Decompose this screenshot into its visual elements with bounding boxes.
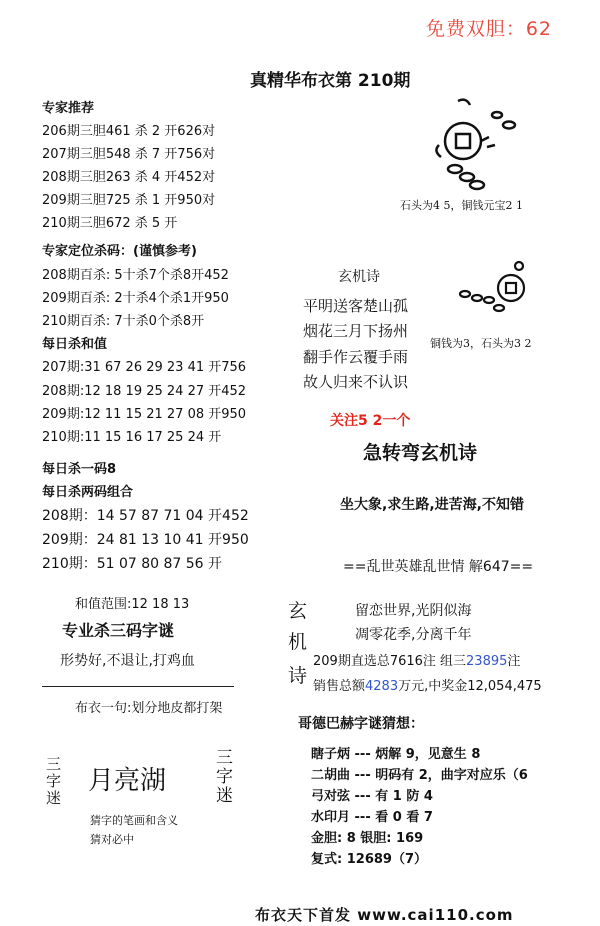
gede-row: 瞎子炳 --- 炳解 9，见意生 8 <box>311 747 481 762</box>
poem-line: 烟花三月下扬州 <box>303 322 409 340</box>
sales-stat-1: 209期直选总7616注 组三23895注 <box>313 654 521 669</box>
coins-drawing <box>455 258 535 318</box>
riddle-title: 专业杀三码字谜 <box>62 621 175 640</box>
sum-range: 和值范围:12 18 13 <box>75 597 190 612</box>
buyi-line: 布衣一句:划分地皮都打架 <box>75 701 223 716</box>
sumkill-row: 210期:11 15 16 17 25 24 开 <box>42 430 222 445</box>
xuanji-line: 留恋世界,光阴似海 <box>355 603 472 619</box>
riddle-text: 形势好,不退让,打鸡血 <box>60 653 195 669</box>
urgent-title: 急转弯玄机诗 <box>363 442 478 464</box>
sanzimi-right: 三字迷 <box>212 748 232 805</box>
gede-row: 金胆: 8 银胆: 169 <box>311 831 424 846</box>
poem-line: 翻手作云覆手雨 <box>303 348 409 366</box>
sumkill-row: 209期:12 11 15 21 27 08 开950 <box>42 407 247 422</box>
xuanji-char-1: 玄 <box>288 600 308 622</box>
expert-row: 210期三胆672 杀 5 开 <box>42 216 178 231</box>
sanzimi-left: 三字迷 <box>44 756 62 807</box>
twocode-heading: 每日杀两码组合 <box>42 485 134 500</box>
sumkill-row: 208期:12 18 19 25 24 27 开452 <box>42 384 247 399</box>
twocode-row: 208期：14 57 87 71 04 开452 <box>42 508 249 524</box>
luanshi-line: ==乱世英雄乱世情 解647== <box>343 559 534 575</box>
expert-row: 208期三胆263 杀 4 开452对 <box>42 170 216 185</box>
focus-note: 关注5 2一个 <box>330 413 411 429</box>
expert-row: 209期三胆725 杀 1 开950对 <box>42 193 216 208</box>
sales-stat-2: 销售总额4283万元,中奖金12,054,475 <box>313 679 542 694</box>
xuanji-char-3: 诗 <box>288 665 308 687</box>
expert-heading: 专家推荐 <box>42 101 95 116</box>
gede-row: 复式: 12689（7） <box>311 852 427 867</box>
stones-coins-drawing <box>425 95 535 195</box>
xuanji-line: 凋零花季,分离千年 <box>355 627 472 643</box>
guess-hint-2: 猜对必中 <box>90 833 134 846</box>
poem-line: 故人归来不认识 <box>303 373 409 391</box>
position-row: 209期百杀: 2十杀4个杀1开950 <box>42 291 229 306</box>
footer-site: 布衣天下首发 www.cai110.com <box>255 906 514 924</box>
xuanji-char-2: 机 <box>288 631 308 653</box>
sumkill-row: 207期:31 67 26 29 23 41 开756 <box>42 360 247 375</box>
gede-row: 二胡曲 --- 明码有 2，曲字对应乐（6 <box>311 768 528 783</box>
sumkill-heading: 每日杀和值 <box>42 337 108 352</box>
twocode-row: 210期：51 07 80 87 56 开 <box>42 556 223 572</box>
poem-title: 玄机诗 <box>338 269 380 285</box>
expert-row: 207期三胆548 杀 7 开756对 <box>42 147 216 162</box>
gede-row: 弓对弦 --- 有 1 防 4 <box>311 789 433 804</box>
divider <box>42 686 234 687</box>
stones-caption: 石头为4 5，铜钱元宝2 1 <box>400 199 523 212</box>
gede-row: 水印月 --- 看 0 看 7 <box>311 810 433 825</box>
free-double-dan: 免费双胆：62 <box>425 18 552 40</box>
coins-caption: 铜钱为3，石头为3 2 <box>430 337 532 350</box>
gede-title: 哥德巴赫字谜猜想： <box>298 716 424 732</box>
position-heading: 专家定位杀码：(谨慎参考) <box>42 244 197 259</box>
page-title: 真精华布衣第 210期 <box>250 71 411 91</box>
expert-row: 206期三胆461 杀 2 开626对 <box>42 124 216 139</box>
poem-line: 平明送客楚山孤 <box>303 297 409 315</box>
position-row: 210期百杀: 7十杀0个杀8开 <box>42 314 205 329</box>
position-row: 208期百杀: 5十杀7个杀8开452 <box>42 268 229 283</box>
guess-hint: 猜字的笔画和含义 <box>90 814 178 827</box>
moon-lake: 月亮湖 <box>88 766 167 796</box>
onecode-heading: 每日杀一码8 <box>42 462 117 477</box>
sit-line: 坐大象,求生路,进苦海,不知错 <box>340 497 524 513</box>
twocode-row: 209期：24 81 13 10 41 开950 <box>42 532 249 548</box>
